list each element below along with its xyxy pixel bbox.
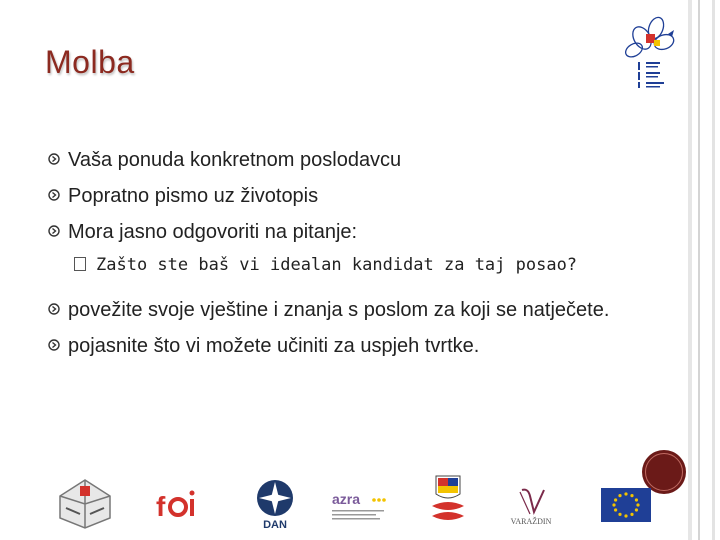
bullet-icon (48, 225, 60, 237)
bullet-icon (48, 189, 60, 201)
square-bullet-icon (74, 257, 86, 271)
list-item (48, 148, 648, 172)
foi-logo (154, 488, 198, 522)
dan-logo (252, 478, 298, 530)
county-coat-logo (428, 474, 468, 526)
sub-list-item (48, 254, 648, 276)
varazdin-logo (500, 486, 562, 526)
ipa-flower-logo (618, 14, 692, 90)
bullet-text: Mora jasno odgovoriti na pitanje: (68, 221, 358, 243)
eu-flag-logo (601, 488, 651, 524)
list-item (48, 220, 648, 244)
dan-logo-text: DAN (263, 519, 287, 530)
varazdin-logo-text: VARAŽDIN (510, 517, 552, 526)
edge-decoration (712, 0, 715, 540)
bullet-icon (48, 303, 60, 315)
list-item (48, 184, 648, 208)
bullet-text: Vaša ponuda konkretnom poslodavcu (68, 149, 402, 171)
list-item (48, 298, 648, 322)
slide-title: Molba (45, 44, 135, 80)
bullet-text: povežite svoje vještine i znanja s poslom za koji se natječete. (68, 299, 610, 321)
edge-decoration (698, 0, 700, 540)
cube-logo (56, 478, 114, 530)
sub-bullet-text: Zašto ste baš vi idealan kandidat za taj posao? (96, 255, 578, 275)
bullet-text: Popratno pismo uz životopis (68, 185, 319, 207)
bullet-icon (48, 339, 60, 351)
bullet-list (48, 148, 648, 370)
bullet-text: pojasnite što vi možete učiniti za uspjeh tvrtke. (68, 335, 480, 357)
bullet-icon (48, 153, 60, 165)
list-item (48, 334, 648, 358)
svg-text:f: f (156, 491, 166, 522)
azra-logo-text: azra (332, 491, 361, 507)
azra-logo (330, 490, 392, 524)
